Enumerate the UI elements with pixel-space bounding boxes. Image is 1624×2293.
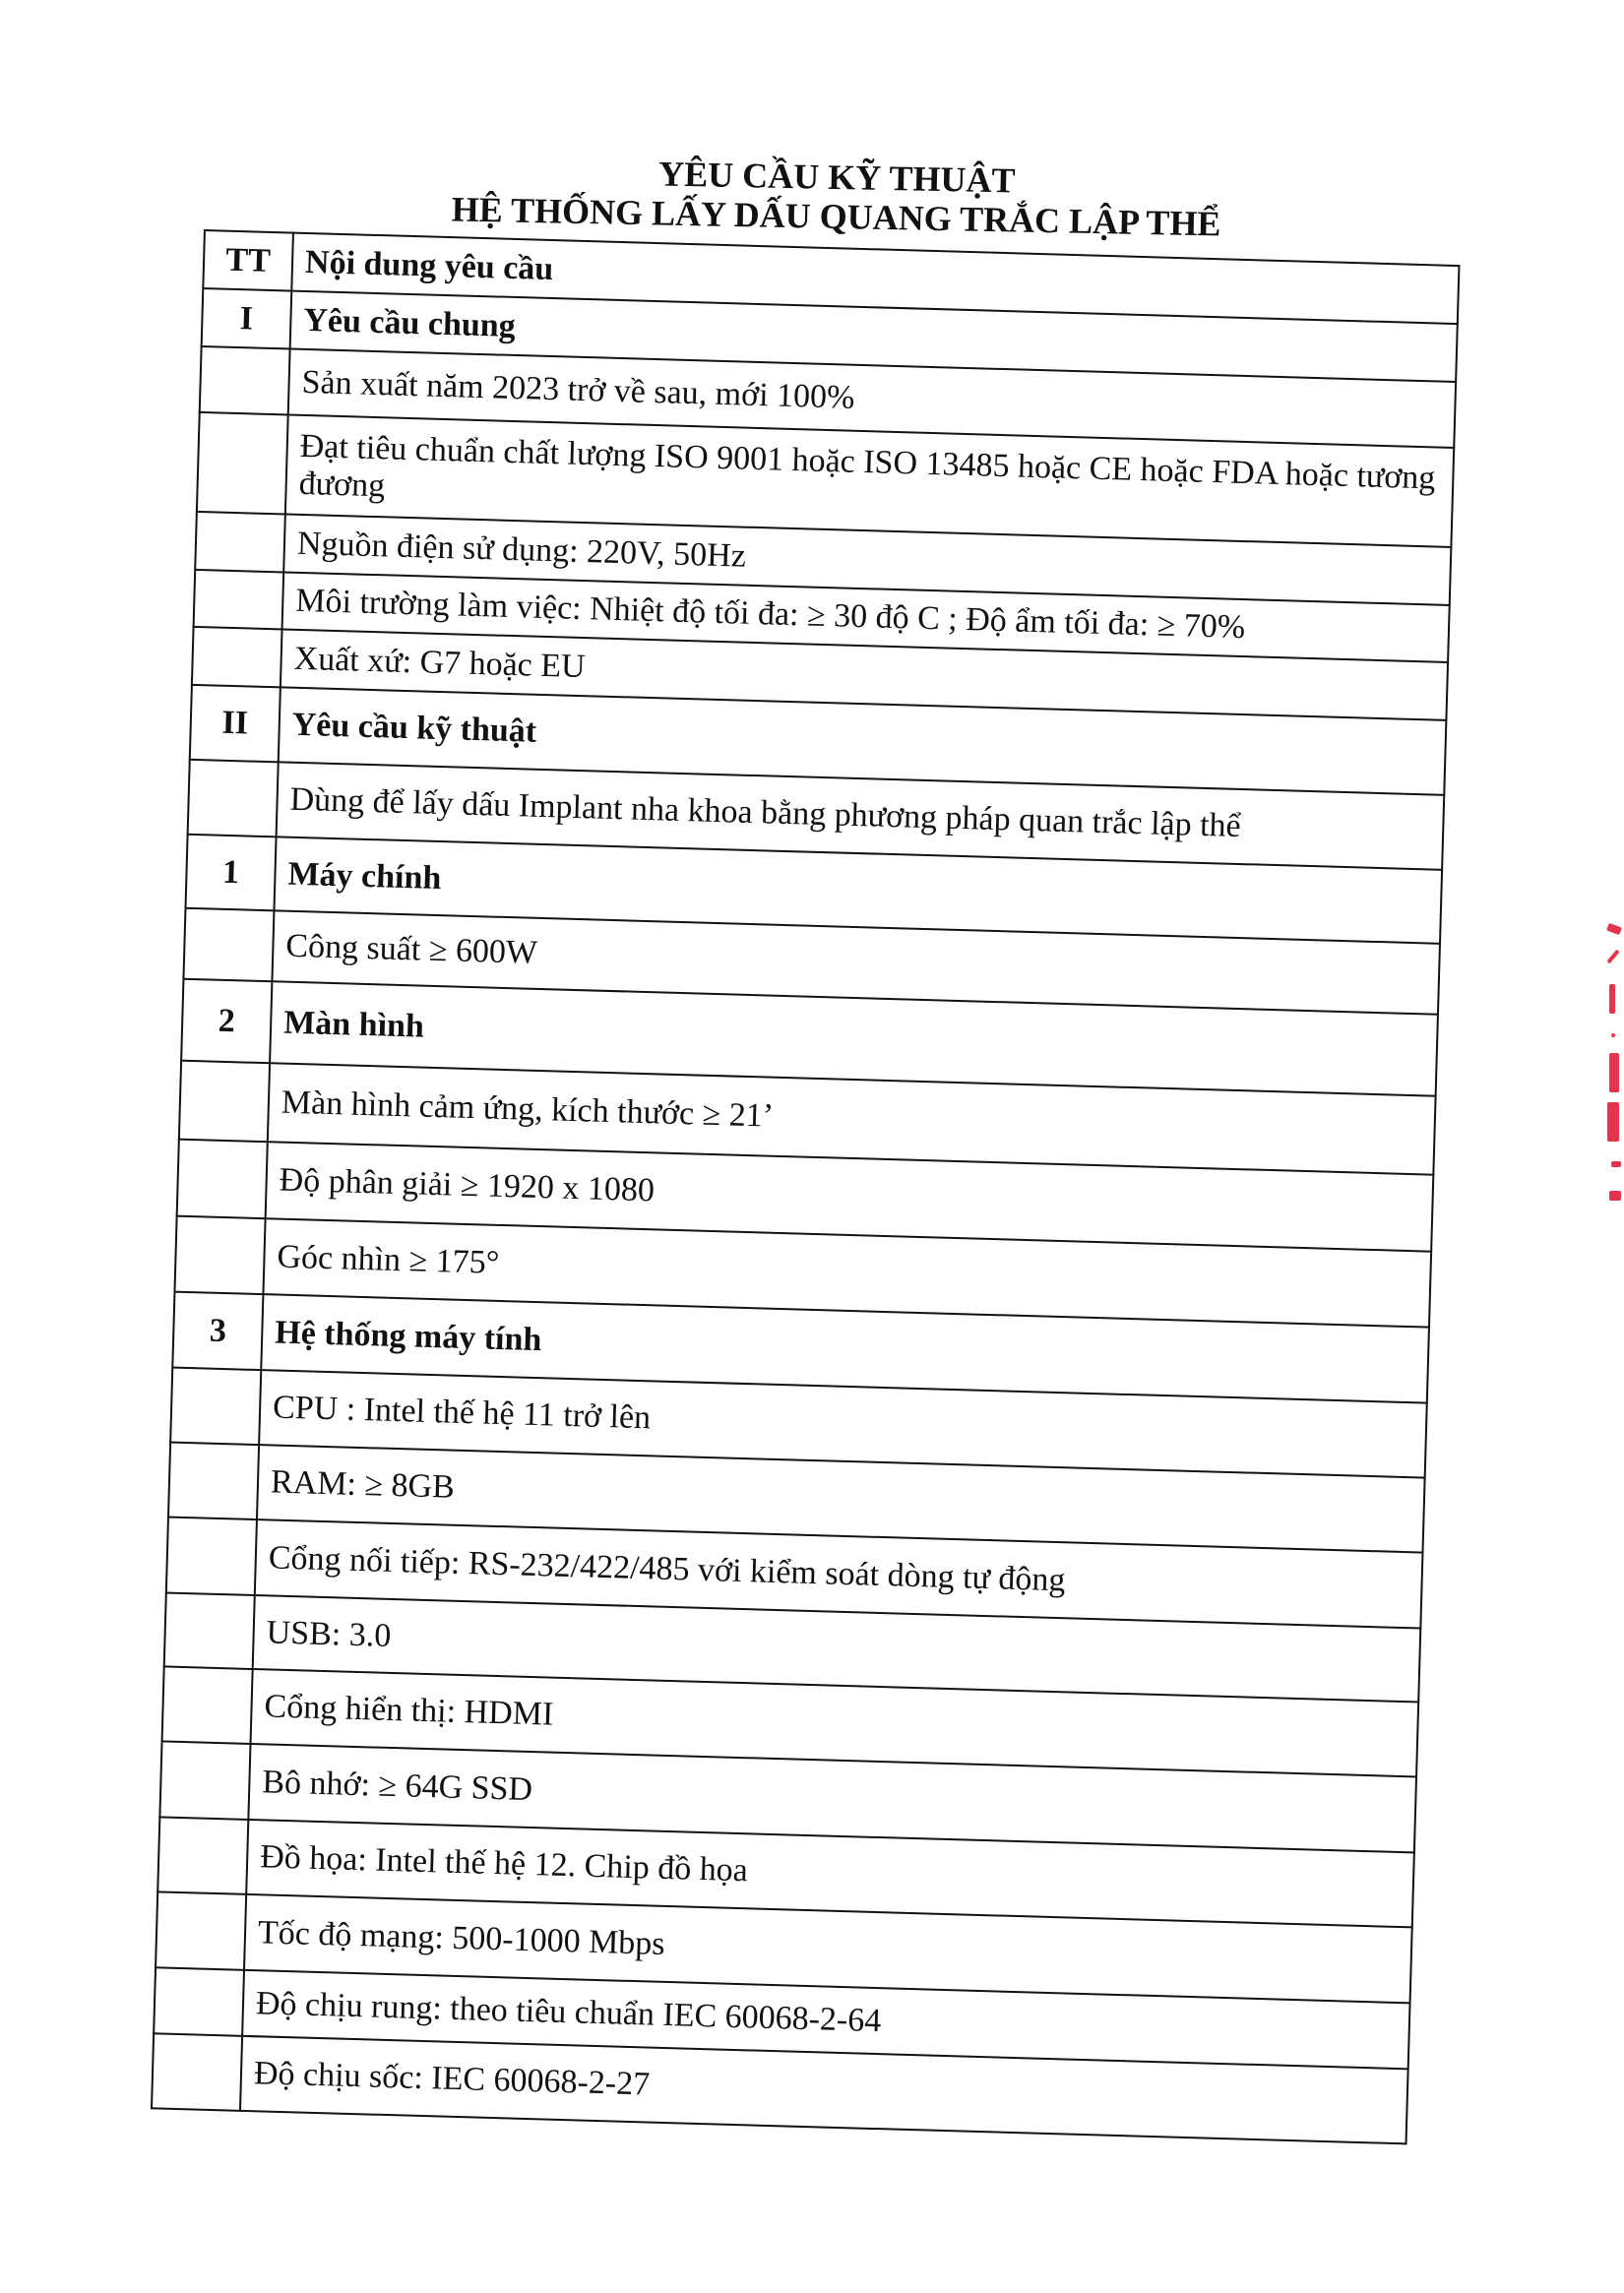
- row-content: Màn hình cảm ứng, kích thước ≥ 21’: [268, 1063, 1436, 1174]
- document-title: [412, 150, 1260, 244]
- row-index: [162, 1666, 253, 1744]
- stamp-mark: [1611, 1033, 1615, 1037]
- row-content: Hệ thống máy tính: [261, 1294, 1429, 1402]
- stamp-mark: [1606, 950, 1619, 964]
- row-content: Đồ họa: Intel thế hệ 12. Chip đồ họa: [246, 1820, 1414, 1927]
- row-index: 2: [181, 979, 272, 1064]
- row-index: 3: [172, 1292, 263, 1371]
- row-index: [166, 1518, 257, 1596]
- row-content: Màn hình: [270, 981, 1438, 1095]
- row-content: Cổng nối tiếp: RS-232/422/485 với kiểm soát dòng tự động: [255, 1519, 1423, 1628]
- header-content: Nội dung yêu cầu: [291, 233, 1459, 324]
- row-index: [188, 760, 279, 837]
- requirements-table: [151, 229, 1461, 2144]
- row-index: [157, 1817, 248, 1894]
- row-index: [159, 1741, 250, 1820]
- header-tt: TT: [203, 230, 293, 291]
- row-index: 1: [185, 835, 276, 911]
- requirements-table-wrapper: [151, 229, 1461, 2144]
- row-content: Độ chịu sốc: IEC 60068-2-27: [240, 2036, 1408, 2143]
- row-index: II: [190, 685, 281, 763]
- row-content: RAM: ≥ 8GB: [257, 1445, 1425, 1552]
- row-index: [177, 1140, 268, 1219]
- stamp-mark: [1609, 1053, 1619, 1092]
- row-content: Máy chính: [274, 837, 1442, 943]
- stamp-mark: [1609, 984, 1615, 1014]
- stamp-mark: [1607, 1102, 1619, 1142]
- row-index: [154, 1967, 244, 2036]
- red-stamp-fragment: [1599, 925, 1624, 1220]
- row-index: [152, 2033, 242, 2111]
- row-content: Độ chịu rung: theo tiêu chuẩn IEC 60068-2-64: [242, 1970, 1409, 2069]
- row-content: Cổng hiển thị: HDMI: [251, 1669, 1419, 1776]
- row-index: [197, 412, 288, 515]
- row-content: Đạt tiêu chuẩn chất lượng ISO 9001 hoặc ISO 13485 hoặc CE hoặc FDA hoặc tương đương: [285, 414, 1454, 546]
- row-content: Bô nhớ: ≥ 64G SSD: [248, 1744, 1416, 1852]
- stamp-mark: [1606, 923, 1622, 935]
- row-index: I: [202, 288, 292, 349]
- row-content: Nguồn điện sử dụng: 220V, 50Hz: [283, 514, 1451, 604]
- row-content: Công suất ≥ 600W: [272, 910, 1440, 1014]
- row-index: [200, 346, 290, 415]
- row-index: [192, 627, 282, 688]
- row-index: [168, 1443, 259, 1520]
- row-index: [183, 908, 274, 982]
- stamp-mark: [1611, 1161, 1621, 1167]
- row-content: Yêu cầu chung: [290, 291, 1458, 382]
- row-index: [170, 1368, 261, 1446]
- row-content: Góc nhìn ≥ 175°: [263, 1218, 1431, 1327]
- row-content: Độ phân giải ≥ 1920 x 1080: [266, 1142, 1434, 1251]
- row-content: CPU : Intel thế hệ 11 trở lên: [259, 1370, 1427, 1477]
- row-index: [156, 1891, 246, 1970]
- row-index: [164, 1592, 255, 1669]
- row-index: [174, 1216, 265, 1295]
- row-content: Yêu cầu kỹ thuật: [279, 687, 1447, 794]
- title-line-1: YÊU CẦU KỸ THUẬT: [657, 154, 1016, 201]
- row-content: Dùng để lấy dấu Implant nha khoa bằng phương pháp quan trắc lập thể: [277, 762, 1445, 869]
- row-index: [195, 512, 285, 573]
- row-content: Môi trường làm việc: Nhiệt độ tối đa: ≥ 30 độ C ; Độ ẩm tối đa: ≥ 70%: [282, 572, 1450, 661]
- row-content: USB: 3.0: [253, 1595, 1421, 1702]
- row-content: Tốc độ mạng: 500-1000 Mbps: [244, 1894, 1412, 2003]
- row-index: [194, 570, 284, 630]
- title-line-2: HỆ THỐNG LẤY DẤU QUANG TRẮC LẬP THỂ: [451, 189, 1221, 244]
- row-index: [179, 1061, 270, 1143]
- row-content: Xuất xứ: G7 hoặc EU: [281, 629, 1448, 719]
- stamp-mark: [1609, 1191, 1621, 1201]
- row-content: Sản xuất năm 2023 trở về sau, mới 100%: [288, 349, 1456, 448]
